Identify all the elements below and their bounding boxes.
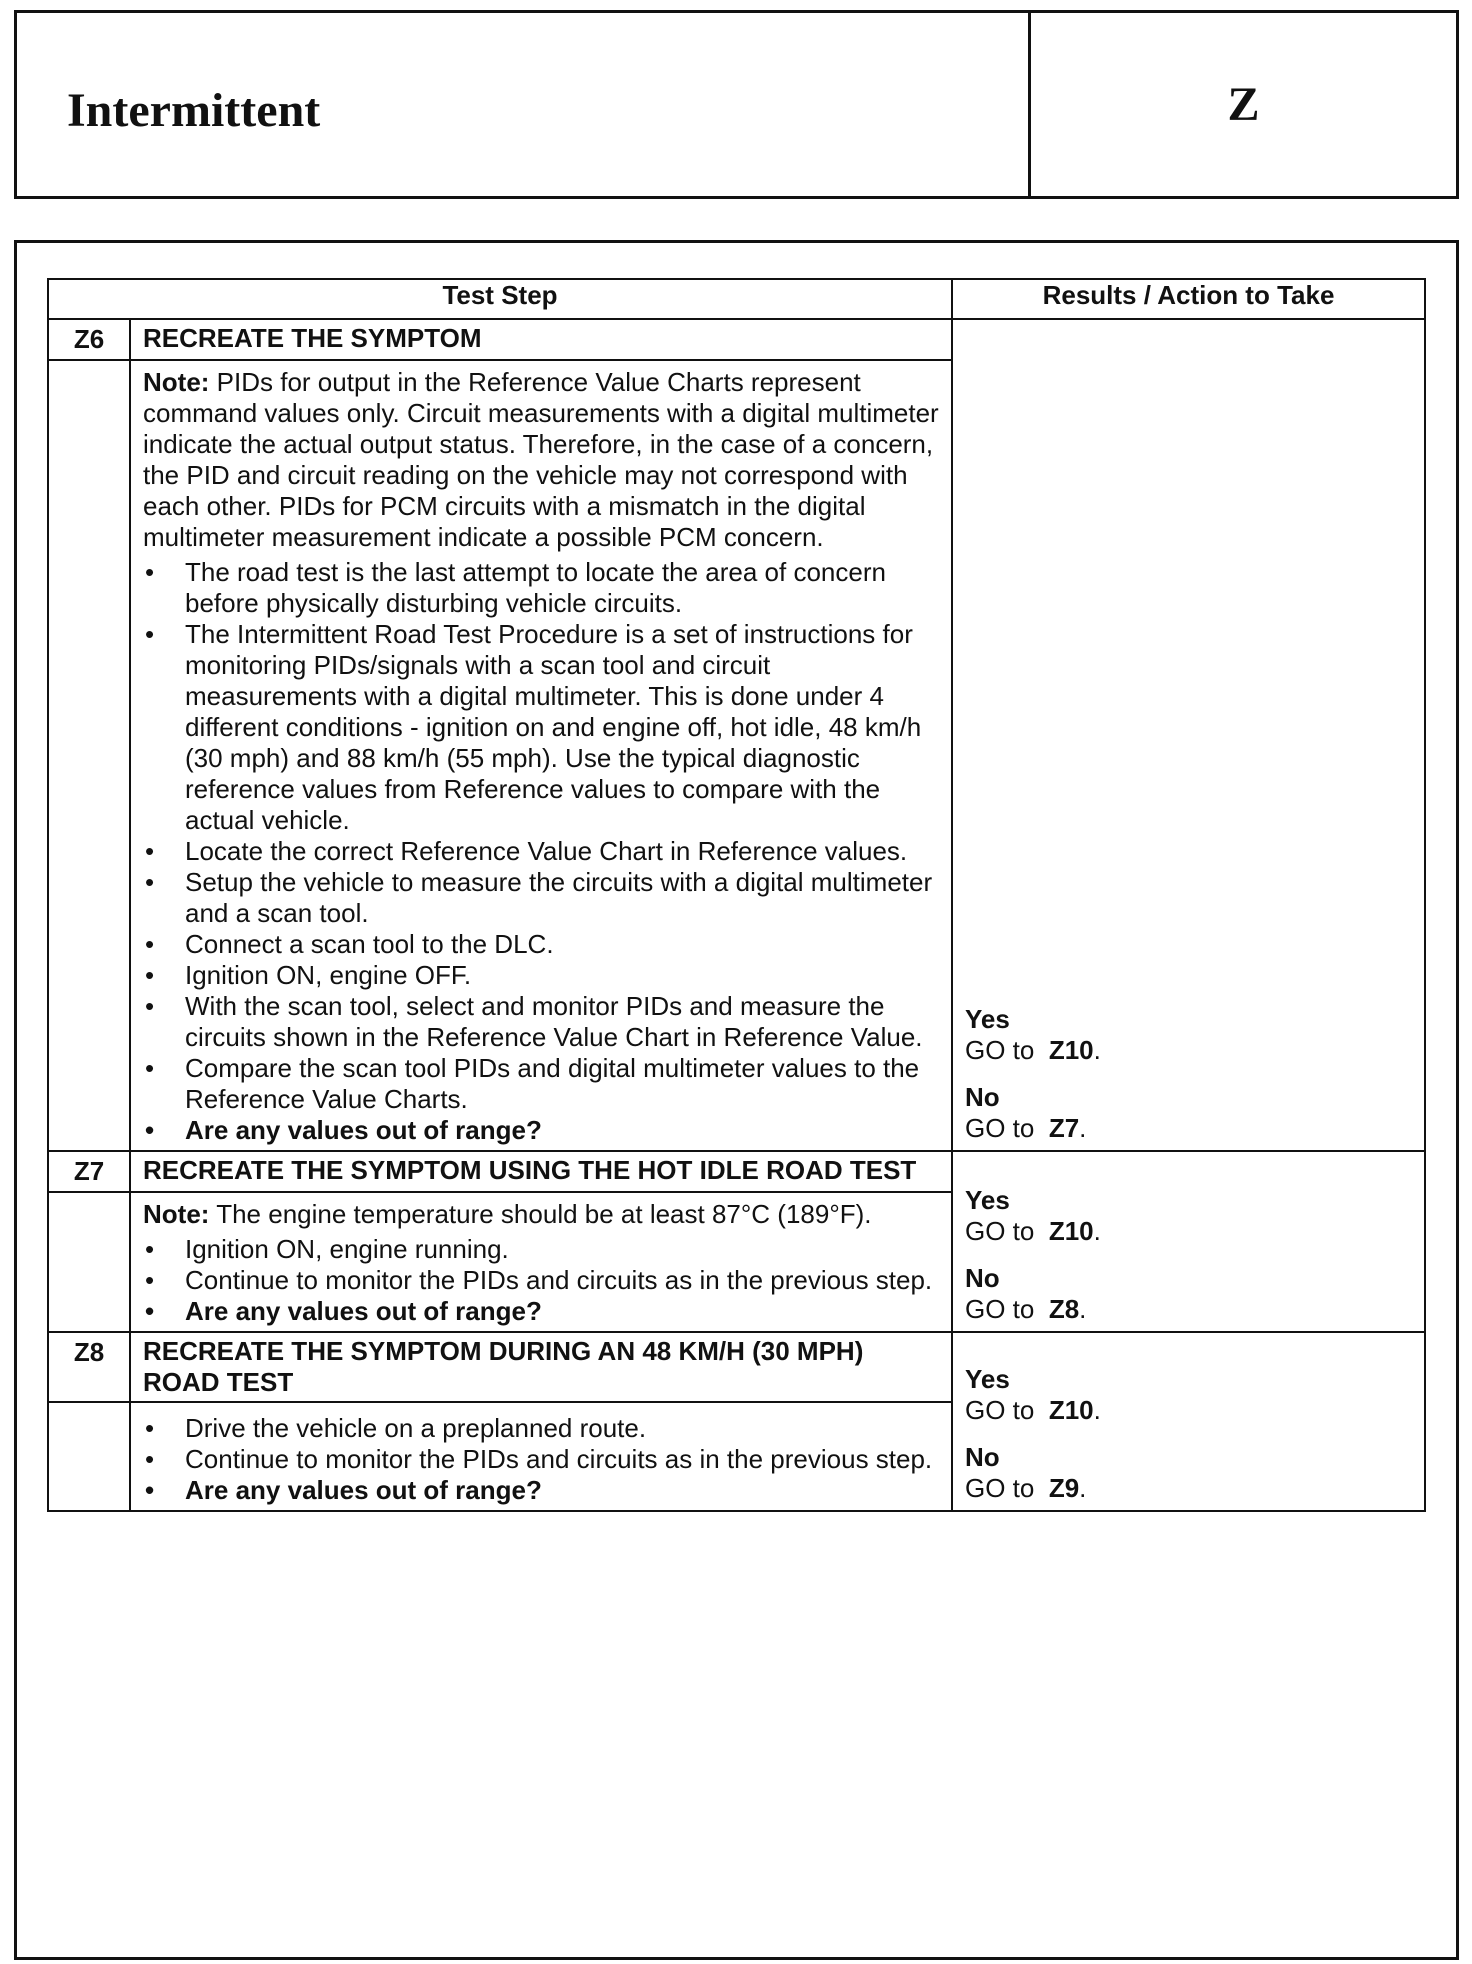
test-step-table bbox=[47, 278, 1426, 1512]
list-item: • With the scan tool, select and monitor PIDs and measure the circuits shown in the Reference Value Chart in Reference Value. bbox=[143, 991, 939, 1053]
yes-label: Yes bbox=[965, 1364, 1010, 1394]
table-header-row bbox=[48, 279, 1425, 319]
step-title: RECREATE THE SYMPTOM USING THE HOT IDLE ROAD TEST bbox=[130, 1151, 952, 1192]
step-body bbox=[130, 1192, 952, 1332]
step-body bbox=[130, 360, 952, 1151]
step-id-spacer bbox=[48, 360, 130, 1151]
yes-action[interactable]: GO to Z10. bbox=[965, 1395, 1101, 1425]
step-bullets bbox=[143, 1413, 939, 1506]
step-question: • Are any values out of range? bbox=[143, 1115, 939, 1146]
step-id: Z8 bbox=[48, 1332, 130, 1402]
step-id: Z7 bbox=[48, 1151, 130, 1192]
yes-label: Yes bbox=[965, 1185, 1010, 1215]
step-title: RECREATE THE SYMPTOM DURING AN 48 KM/H (30 MPH) ROAD TEST bbox=[130, 1332, 952, 1402]
step-body bbox=[130, 1402, 952, 1511]
list-item: • Locate the correct Reference Value Chart in Reference values. bbox=[143, 836, 939, 867]
no-label: No bbox=[965, 1263, 1000, 1293]
step-result bbox=[952, 319, 1425, 1151]
page-title: Intermittent bbox=[67, 84, 321, 137]
list-item: • Drive the vehicle on a preplanned route. bbox=[143, 1413, 939, 1444]
yes-action[interactable]: GO to Z10. bbox=[965, 1216, 1101, 1246]
step-result bbox=[952, 1151, 1425, 1332]
no-action[interactable]: GO to Z9. bbox=[965, 1473, 1087, 1503]
step-bullets bbox=[143, 1234, 939, 1327]
step-title-row bbox=[48, 1332, 1425, 1402]
page-header bbox=[14, 10, 1459, 199]
no-label: No bbox=[965, 1082, 1000, 1112]
step-title: RECREATE THE SYMPTOM bbox=[130, 319, 952, 360]
no-action[interactable]: GO to Z7. bbox=[965, 1113, 1087, 1143]
step-bullets bbox=[143, 557, 939, 1146]
col-header-test-step: Test Step bbox=[48, 279, 952, 319]
list-item: • Continue to monitor the PIDs and circuits as in the previous step. bbox=[143, 1265, 939, 1296]
step-result bbox=[952, 1332, 1425, 1511]
yes-action[interactable]: GO to Z10. bbox=[965, 1035, 1101, 1065]
step-note: Note: PIDs for output in the Reference Value Charts represent command values only. Circuit measurements with a digital multimeter indicate the actual output status. Therefore, in the case of a concern, the PID and circuit reading on the vehicle may not correspond with each other. PIDs for PCM circuits with a mismatch in the digital multimeter measurement indicate a possible PCM concern. bbox=[143, 367, 939, 552]
step-question: • Are any values out of range? bbox=[143, 1296, 939, 1327]
list-item: • Ignition ON, engine OFF. bbox=[143, 960, 939, 991]
step-note: Note: The engine temperature should be at least 87°C (189°F). bbox=[143, 1199, 872, 1229]
list-item: • Continue to monitor the PIDs and circuits as in the previous step. bbox=[143, 1444, 939, 1475]
step-title-row bbox=[48, 1151, 1425, 1192]
list-item: • Ignition ON, engine running. bbox=[143, 1234, 939, 1265]
list-item: • The Intermittent Road Test Procedure is a set of instructions for monitoring PIDs/signals with a scan tool and circuit measurements with a digital multimeter. This is done under 4 different conditions - ignition on and engine off, hot idle, 48 km/h (30 mph) and 88 km/h (55 mph). Use the typical diagnostic reference values from Reference values to compare with the actual vehicle. bbox=[143, 619, 939, 836]
step-title-row bbox=[48, 319, 1425, 360]
yes-label: Yes bbox=[965, 1004, 1010, 1034]
step-id-spacer bbox=[48, 1192, 130, 1332]
no-label: No bbox=[965, 1442, 1000, 1472]
no-action[interactable]: GO to Z8. bbox=[965, 1294, 1087, 1324]
list-item: • Compare the scan tool PIDs and digital multimeter values to the Reference Value Charts. bbox=[143, 1053, 939, 1115]
step-id: Z6 bbox=[48, 319, 130, 360]
list-item: • The road test is the last attempt to locate the area of concern before physically disturbing vehicle circuits. bbox=[143, 557, 939, 619]
section-letter: Z bbox=[1227, 78, 1260, 131]
step-question: • Are any values out of range? bbox=[143, 1475, 939, 1506]
list-item: • Setup the vehicle to measure the circuits with a digital multimeter and a scan tool. bbox=[143, 867, 939, 929]
col-header-results: Results / Action to Take bbox=[952, 279, 1425, 319]
step-id-spacer bbox=[48, 1402, 130, 1511]
list-item: • Connect a scan tool to the DLC. bbox=[143, 929, 939, 960]
